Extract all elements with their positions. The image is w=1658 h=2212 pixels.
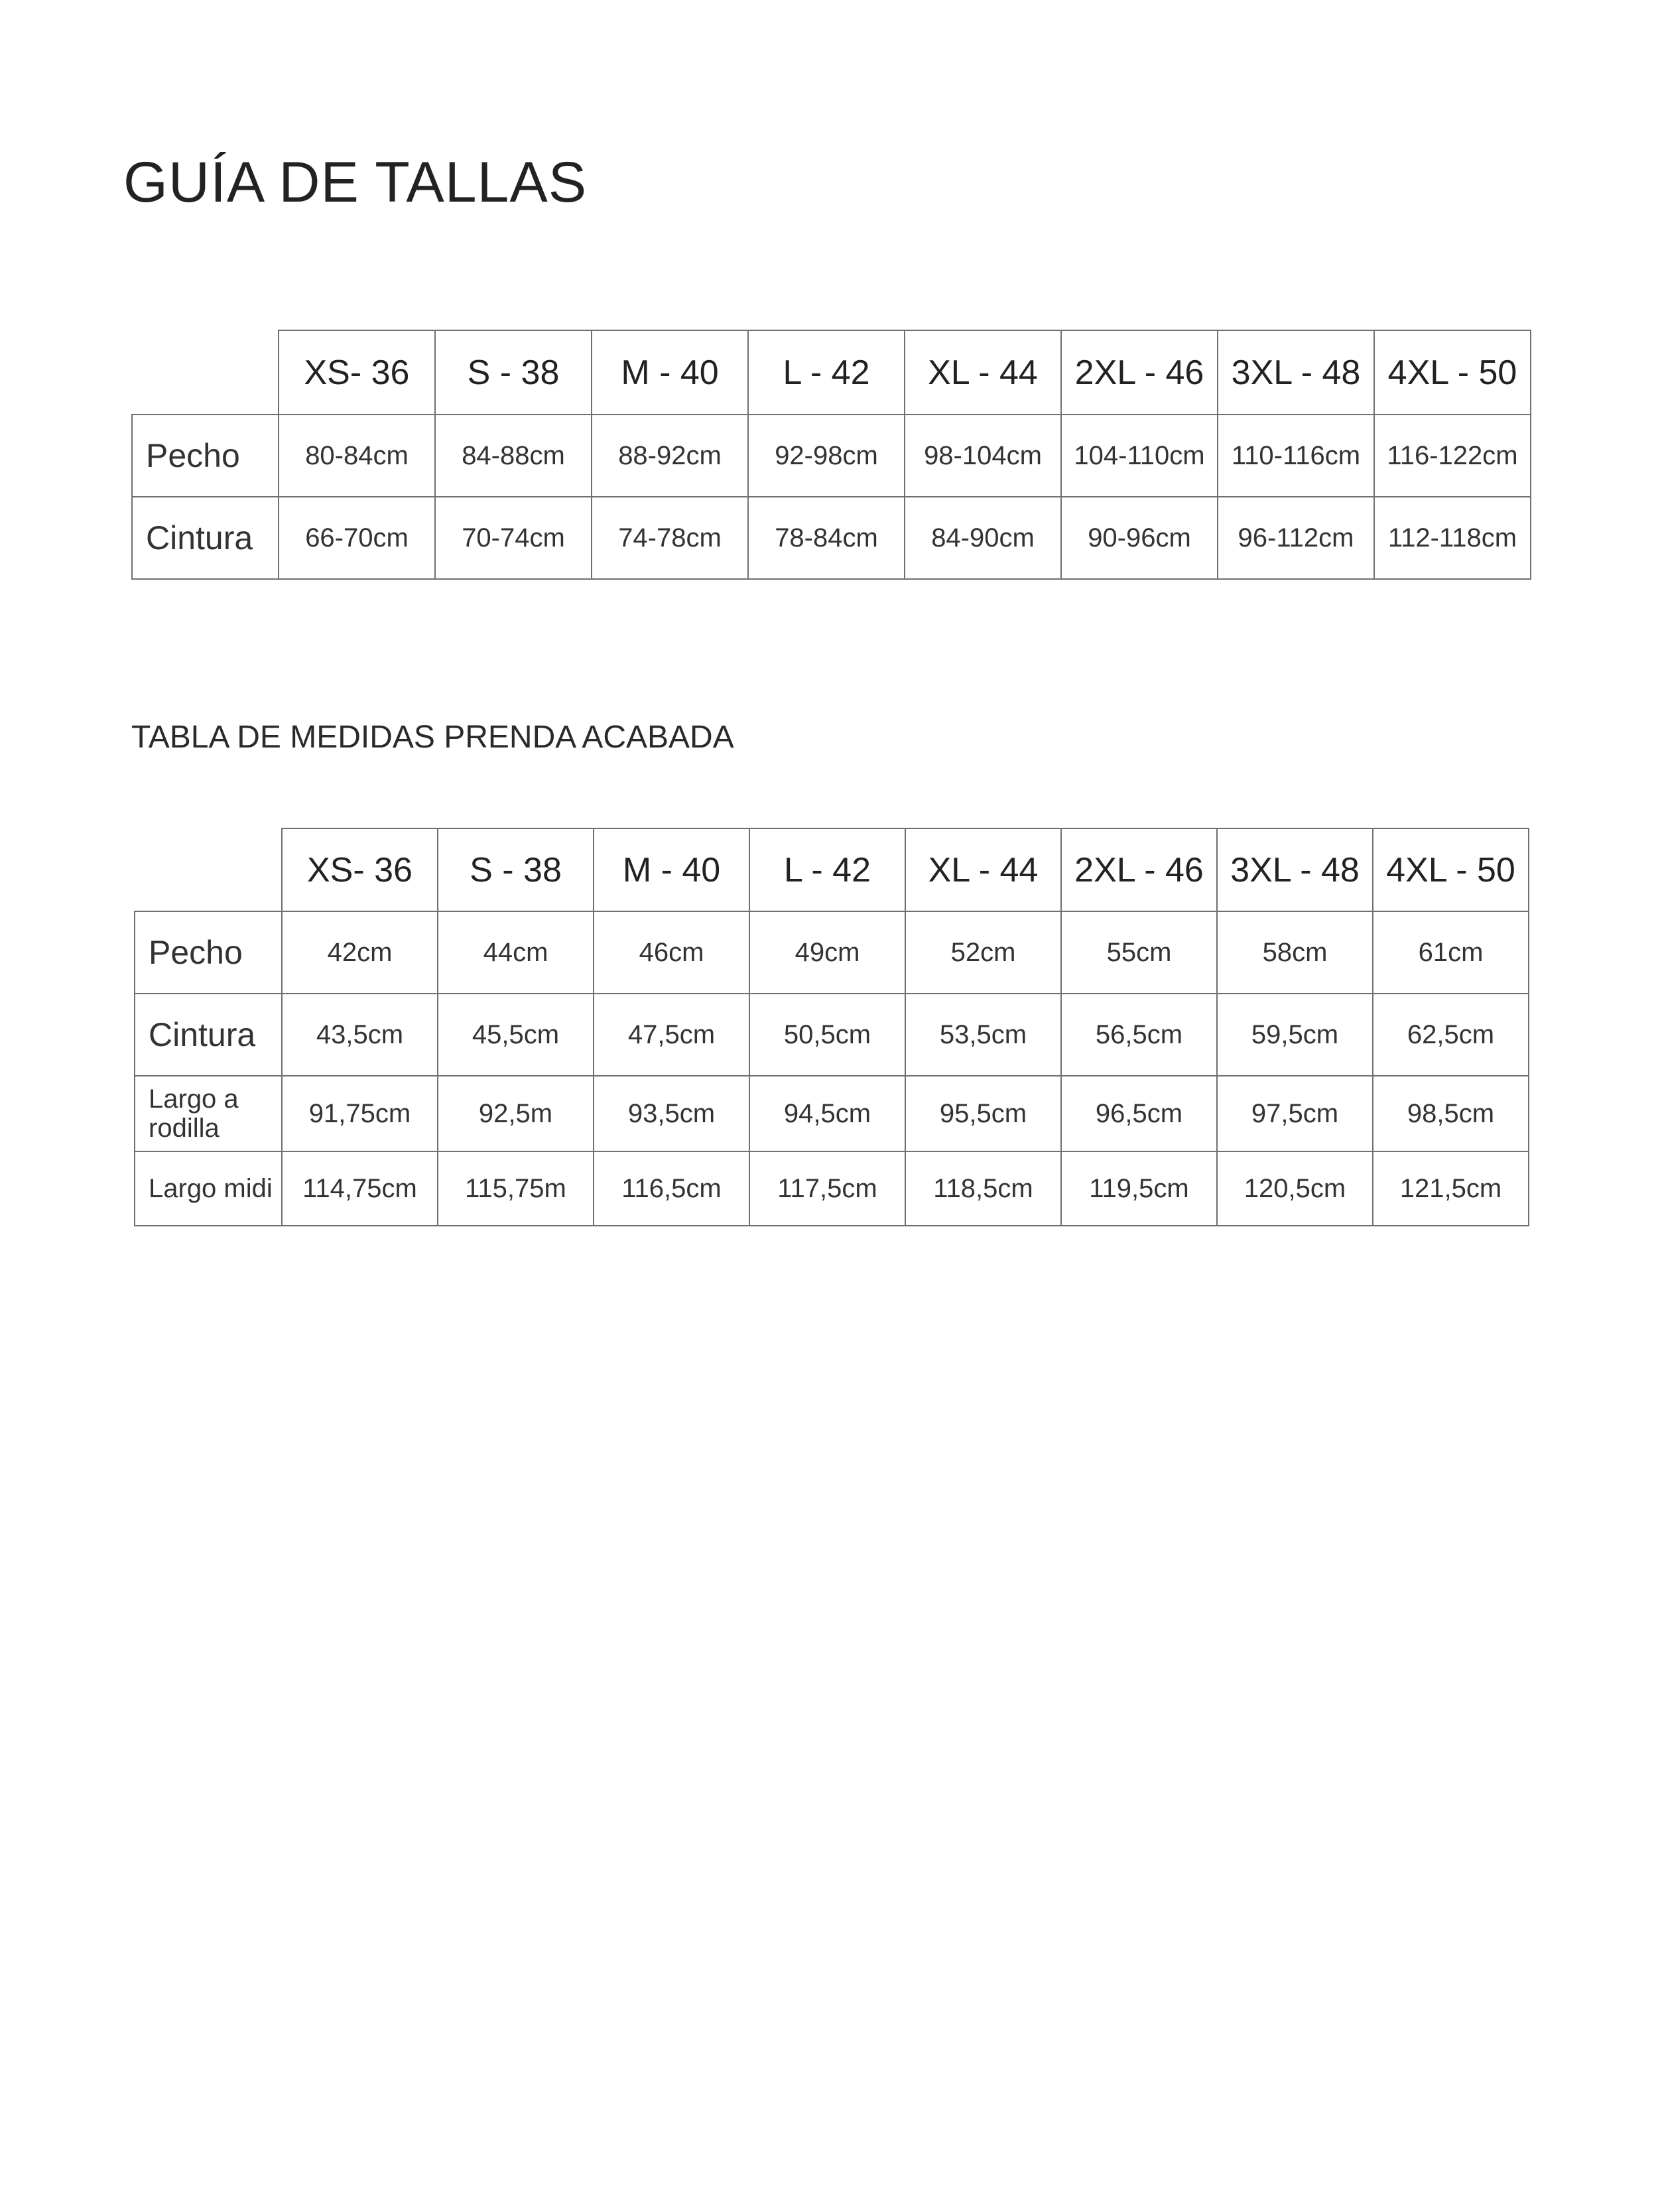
size-header: 4XL - 50 (1374, 330, 1531, 415)
size-header: 3XL - 48 (1218, 330, 1374, 415)
table-cell: 80-84cm (279, 415, 435, 497)
table-cell: 118,5cm (905, 1151, 1061, 1226)
page-title: GUÍA DE TALLAS (123, 151, 588, 214)
table-cell: 116,5cm (594, 1151, 749, 1226)
size-header: S - 38 (438, 828, 594, 911)
size-header: 2XL - 46 (1061, 330, 1218, 415)
table-cell: 117,5cm (749, 1151, 905, 1226)
size-header: M - 40 (594, 828, 749, 911)
table-row (135, 1076, 1529, 1151)
table-row (135, 994, 1529, 1076)
body-size-table (131, 330, 1531, 580)
table-cell: 110-116cm (1218, 415, 1374, 497)
row-label-largo-midi: Largo midi (135, 1151, 282, 1226)
table-cell: 112-118cm (1374, 497, 1531, 579)
table-cell: 62,5cm (1373, 994, 1529, 1076)
table-cell: 61cm (1373, 911, 1529, 994)
table-corner (132, 330, 279, 415)
table-cell: 114,75cm (282, 1151, 438, 1226)
table-cell: 96-112cm (1218, 497, 1374, 579)
size-header: L - 42 (749, 828, 905, 911)
table-cell: 98,5cm (1373, 1076, 1529, 1151)
table-row (135, 1151, 1529, 1226)
table-cell: 44cm (438, 911, 594, 994)
size-header: M - 40 (592, 330, 748, 415)
size-header: L - 42 (748, 330, 905, 415)
section-title: TABLA DE MEDIDAS PRENDA ACABADA (131, 720, 734, 755)
table-cell: 90-96cm (1061, 497, 1218, 579)
table-cell: 93,5cm (594, 1076, 749, 1151)
row-label-cintura: Cintura (135, 994, 282, 1076)
table-cell: 98-104cm (905, 415, 1061, 497)
table-cell: 94,5cm (749, 1076, 905, 1151)
size-header: S - 38 (435, 330, 592, 415)
row-label-pecho: Pecho (132, 415, 279, 497)
table-cell: 55cm (1061, 911, 1217, 994)
table-cell: 47,5cm (594, 994, 749, 1076)
table-cell: 121,5cm (1373, 1151, 1529, 1226)
row-label-largo-rodilla: Largo a rodilla (135, 1076, 282, 1151)
table-row (132, 415, 1531, 497)
garment-size-table (134, 828, 1529, 1226)
table-header-row (135, 828, 1529, 911)
table-cell: 50,5cm (749, 994, 905, 1076)
table-cell: 119,5cm (1061, 1151, 1217, 1226)
table-row (132, 497, 1531, 579)
size-header: 3XL - 48 (1217, 828, 1373, 911)
table-cell: 78-84cm (748, 497, 905, 579)
table-cell: 53,5cm (905, 994, 1061, 1076)
table-cell: 104-110cm (1061, 415, 1218, 497)
table-corner (135, 828, 282, 911)
table-row (135, 911, 1529, 994)
table-cell: 84-90cm (905, 497, 1061, 579)
size-header: XS- 36 (279, 330, 435, 415)
table-cell: 59,5cm (1217, 994, 1373, 1076)
table-cell: 66-70cm (279, 497, 435, 579)
table-cell: 58cm (1217, 911, 1373, 994)
table-cell: 84-88cm (435, 415, 592, 497)
size-header: XL - 44 (905, 828, 1061, 911)
table-cell: 52cm (905, 911, 1061, 994)
table-cell: 70-74cm (435, 497, 592, 579)
table-cell: 92,5m (438, 1076, 594, 1151)
table-header-row (132, 330, 1531, 415)
table-cell: 46cm (594, 911, 749, 994)
table-cell: 56,5cm (1061, 994, 1217, 1076)
table-cell: 91,75cm (282, 1076, 438, 1151)
table-cell: 92-98cm (748, 415, 905, 497)
table-cell: 115,75m (438, 1151, 594, 1226)
row-label-pecho: Pecho (135, 911, 282, 994)
size-header: XL - 44 (905, 330, 1061, 415)
table-cell: 88-92cm (592, 415, 748, 497)
size-header: 4XL - 50 (1373, 828, 1529, 911)
row-label-cintura: Cintura (132, 497, 279, 579)
table-cell: 96,5cm (1061, 1076, 1217, 1151)
table-cell: 95,5cm (905, 1076, 1061, 1151)
table-cell: 120,5cm (1217, 1151, 1373, 1226)
table-cell: 116-122cm (1374, 415, 1531, 497)
table-cell: 97,5cm (1217, 1076, 1373, 1151)
size-header: XS- 36 (282, 828, 438, 911)
table-cell: 43,5cm (282, 994, 438, 1076)
table-cell: 45,5cm (438, 994, 594, 1076)
table-cell: 42cm (282, 911, 438, 994)
size-header: 2XL - 46 (1061, 828, 1217, 911)
table-cell: 49cm (749, 911, 905, 994)
table-cell: 74-78cm (592, 497, 748, 579)
